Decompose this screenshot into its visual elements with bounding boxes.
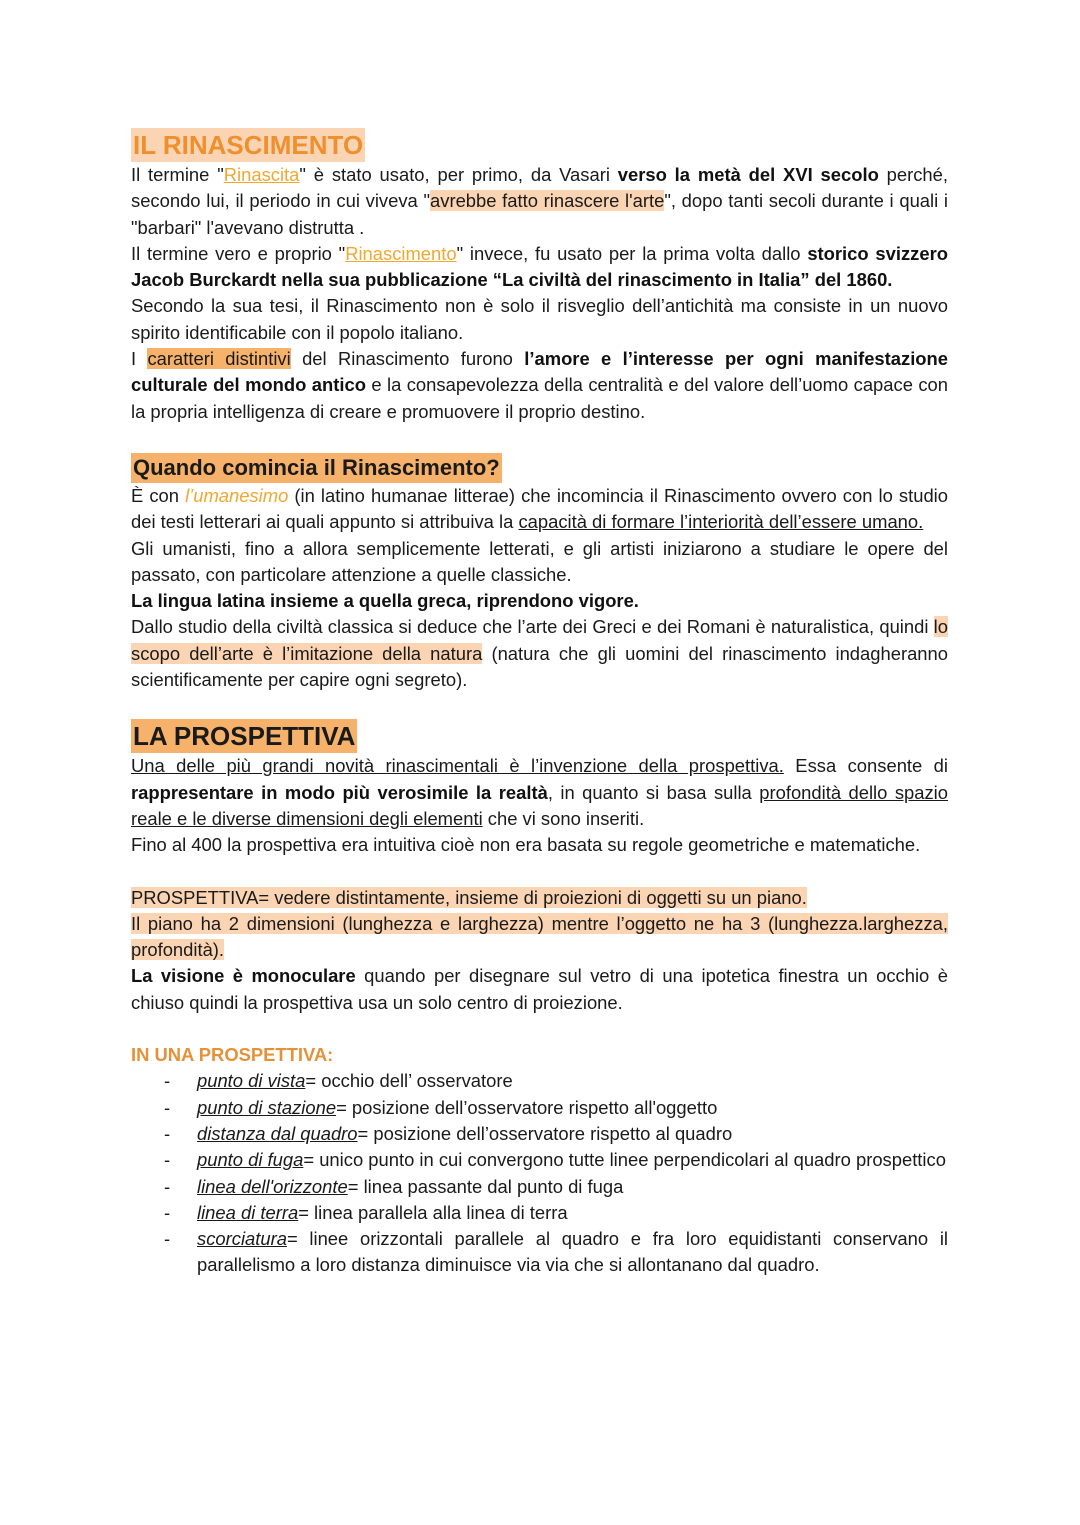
list-item: - punto di stazione= posizione dell’osservatore rispetto all'oggetto: [131, 1095, 948, 1121]
list-item: - distanza dal quadro= posizione dell’osservatore rispetto al quadro: [131, 1121, 948, 1147]
document-page: [131, 128, 948, 1279]
list-item: - linea di terra= linea parallela alla linea di terra: [131, 1200, 948, 1226]
paragraph-tesi: Secondo la sua tesi, il Rinascimento non è solo il risveglio dell’antichità ma consiste in un nuovo spirito identificabile con il popolo italiano.: [131, 295, 948, 343]
paragraph-rinascita: Il termine "Rinascita" è stato usato, per primo, da Vasari verso la metà del XVI secolo perché, secondo lui, il periodo in cui viveva "avrebbe fatto rinascere l'arte", dopo tanti secoli durante i quali i "barbari" l'avevano distrutta .: [131, 164, 949, 238]
link-rinascimento[interactable]: Rinascimento: [345, 242, 457, 264]
term-umanesimo: l’umanesimo: [185, 484, 289, 506]
list-item: - linea dell'orizzonte= linea passante dal punto di fuga: [131, 1174, 948, 1200]
highlight-rinascere: avrebbe fatto rinascere l'arte: [430, 190, 665, 212]
paragraph-lingua: La lingua latina insieme a quella greca, riprendono vigore.: [131, 590, 639, 612]
paragraph-fino-400: Fino al 400 la prospettiva era intuitiva cioè non era basata su regole geometriche e matematiche.: [131, 834, 921, 856]
paragraph-novita: Una delle più grandi novità rinascimentali è l’invenzione della prospettiva. Essa consente di rappresentare in modo più verosimile la realtà, in quanto si basa sulla profondità dello spazio reale e le diverse dimensioni degli elementi che vi sono inseriti.: [131, 755, 948, 829]
definition-prospettiva: PROSPETTIVA= vedere distintamente, insieme di proiezioni di oggetti su un piano.: [131, 886, 807, 908]
prospettiva-terms-list: [131, 1068, 948, 1278]
link-rinascita[interactable]: Rinascita: [223, 164, 300, 185]
section-title-rinascimento: IL RINASCIMENTO: [133, 130, 364, 160]
highlight-caratteri: caratteri distintivi: [147, 348, 291, 370]
paragraph-monoculare: La visione è monoculare quando per disegnare sul vetro di una ipotetica finestra un occhio è chiuso quindi la prospettiva usa un solo centro di proiezione.: [131, 965, 948, 1013]
paragraph-scopo: Dallo studio della civiltà classica si deduce che l’arte dei Greci e dei Romani è naturalistica, quindi lo scopo dell’arte è l’imitazione della natura (natura che gli uomini del rinascimento indagheranno scientificamente per capire ogni segreto).: [131, 616, 948, 691]
paragraph-rinascimento-term: Il termine vero e proprio "Rinascimento" invece, fu usato per la prima volta dallo storico svizzero Jacob Burckardt nella sua pubblicazione “La civiltà del rinascimento in Italia” del 1860.: [131, 242, 948, 291]
list-item: - scorciatura= linee orizzontali parallele al quadro e fra loro equidistanti conservano il parallelismo a loro distanza diminuisce via via che si allontanano dal quadro.: [131, 1226, 948, 1279]
section-title-quando: Quando comincia il Rinascimento?: [131, 453, 948, 483]
highlight-scopo: lo scopo dell’arte è l’imitazione della natura: [131, 616, 948, 664]
paragraph-piano: Il piano ha 2 dimensioni (lunghezza e larghezza) mentre l’oggetto ne ha 3 (lunghezza.larghezza, profondità).: [131, 912, 948, 961]
section-title-prospettiva: LA PROSPETTIVA: [133, 721, 356, 752]
list-item: - punto di vista= occhio dell’ osservatore: [131, 1068, 948, 1094]
list-item: - punto di fuga= unico punto in cui convergono tutte linee perpendicolari al quadro prospettico: [131, 1147, 948, 1173]
subheading-in-una-prospettiva: IN UNA PROSPETTIVA:: [131, 1044, 334, 1066]
paragraph-caratteri: I caratteri distintivi del Rinascimento furono l’amore e l’interesse per ogni manifestazione culturale del mondo antico e la consapevolezza della centralità e del valore dell’uomo capace con la propria intelligenza di creare e promuovere il proprio destino.: [131, 348, 949, 422]
paragraph-umanisti: Gli umanisti, fino a allora semplicemente letterati, e gli artisti iniziarono a studiare le opere del passato, con particolare attenzione a quelle classiche.: [131, 537, 948, 585]
paragraph-umanesimo: È con l’umanesimo (in latino humanae litterae) che incomincia il Rinascimento ovvero con lo studio dei testi letterari ai quali appunto si attribuiva la capacità di formare l’interiorità dell’essere umano.: [131, 484, 948, 533]
